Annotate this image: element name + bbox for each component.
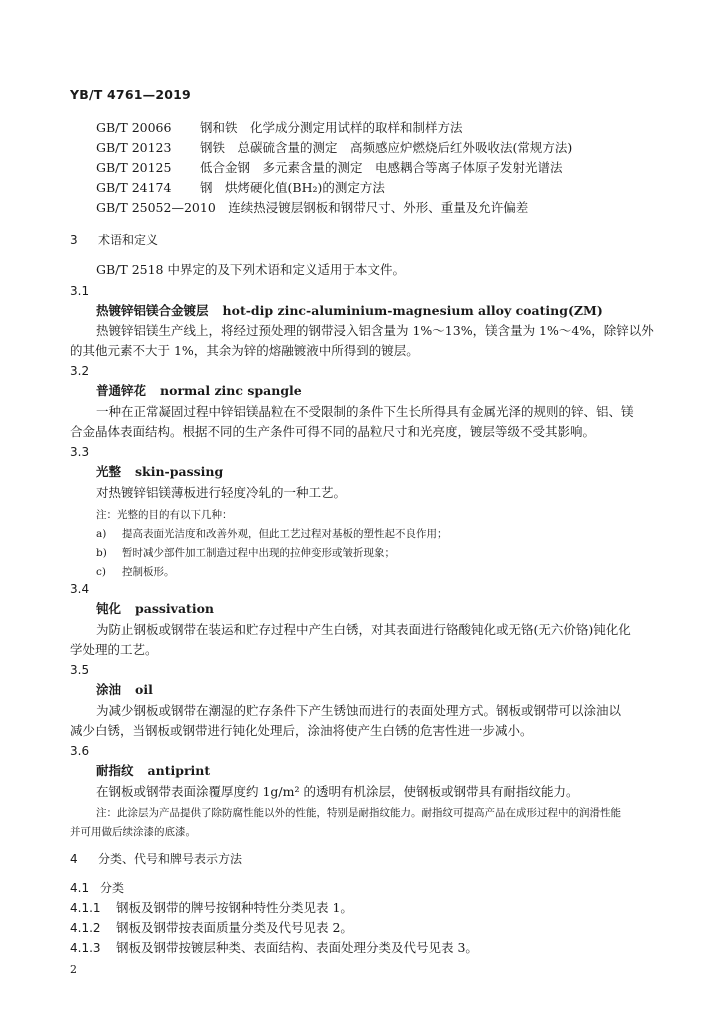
clause-number: 4.1.1: [70, 901, 101, 915]
definition-line: 为减少钢板或钢带在潮湿的贮存条件下产生锈蚀而进行的表面处理方式。钢板或钢带可以涂油以: [96, 703, 622, 718]
reference-line: [96, 180, 656, 196]
term-english: oil: [135, 682, 153, 697]
page-number: 2: [70, 963, 77, 976]
list-item-text: 提高表面光洁度和改善外观，但此工艺过程对基板的塑性起不良作用；: [122, 528, 448, 540]
note: [96, 805, 656, 821]
clause-number-3-5: 3.5: [70, 663, 90, 677]
term-english: normal zinc spangle: [160, 383, 302, 398]
clause-4-1-1: [70, 900, 656, 916]
reference-title: 连续热浸镀层钢板和钢带尺寸、外形、重量及允许偏差: [228, 200, 529, 215]
list-marker: a): [96, 528, 107, 540]
reference-title: 低合金钢 多元素含量的测定 电感耦合等离子体原子发射光谱法: [200, 160, 563, 175]
term-3-3: [96, 464, 656, 480]
reference-title: 钢 烘烤硬化值(BH₂)的测定方法: [200, 180, 385, 195]
clause-number: 4.1.2: [70, 921, 101, 935]
clause-4-1-3: [70, 940, 656, 956]
section-title: 分类、代号和牌号表示方法: [98, 852, 243, 866]
definition-line: 一种在正常凝固过程中锌铝镁晶粒在不受限制的条件下生长所得具有金属光泽的规则的锌、铝、镁: [96, 404, 634, 419]
clause-number-3-4: 3.4: [70, 582, 90, 596]
reference-title: 钢铁 总碳硫含量的测定 高频感应炉燃烧后红外吸收法(常规方法): [200, 140, 573, 155]
reference-line: [96, 200, 656, 216]
term-chinese: 耐指纹: [96, 763, 134, 778]
clause-title: 分类: [100, 881, 125, 895]
clause-text: 钢板及钢带按表面质量分类及代号见表 2。: [116, 920, 353, 935]
clause-number-3-3: 3.3: [70, 445, 90, 459]
definition-line: 合金晶体表面结构。根据不同的生产条件可得不同的晶粒尺寸和光亮度，镀层等级不受其影响。: [70, 424, 596, 439]
section-title: 术语和定义: [98, 233, 159, 247]
reference-line: [96, 160, 656, 176]
note: [96, 507, 656, 523]
term-3-2: [96, 383, 656, 399]
section-number: 3: [70, 233, 78, 247]
clause-number-3-1: 3.1: [70, 284, 90, 298]
list-item: [96, 545, 656, 561]
definition-line: 对热镀锌铝镁薄板进行轻度冷轧的一种工艺。: [96, 485, 347, 500]
term-english: skin-passing: [135, 464, 224, 479]
term-chinese: 热镀锌铝镁合金镀层: [96, 303, 209, 318]
reference-code: GB/T 20125: [96, 160, 172, 175]
reference-line: [96, 120, 656, 136]
term-chinese: 光整: [96, 464, 122, 479]
term-3-5: [96, 682, 656, 698]
reference-title: 钢和铁 化学成分测定用试样的取样和制样方法: [200, 120, 463, 135]
section-number: 4: [70, 852, 78, 866]
section-heading-4: [70, 851, 656, 867]
clause-number-3-2: 3.2: [70, 364, 90, 378]
clause-4-1: [70, 880, 656, 896]
term-chinese: 涂油: [96, 682, 122, 697]
document-code-header: YB/T 4761—2019: [70, 87, 191, 102]
note-label: 注：: [96, 807, 117, 819]
term-english: hot-dip zinc-aluminium-magnesium alloy coating(ZM): [222, 303, 603, 318]
definition-line: 的其他元素不大于 1%，其余为锌的熔融镀液中所得到的镀层。: [70, 343, 419, 358]
reference-line: [96, 140, 656, 156]
reference-code: GB/T 24174: [96, 180, 172, 195]
definition-line: 减少白锈，当钢板或钢带进行钝化处理后，涂油将使产生白锈的危害性进一步减小。: [70, 723, 533, 738]
note-text: 光整的目的有以下几种：: [117, 509, 233, 521]
reference-code: GB/T 25052—2010: [96, 200, 216, 215]
section-heading-3: [70, 232, 656, 248]
note-label: 注：: [96, 509, 117, 521]
definition-line: 为防止钢板或钢带在装运和贮存过程中产生白锈，对其表面进行铬酸钝化或无铬(无六价铬)钝化化: [96, 622, 631, 637]
list-marker: b): [96, 547, 107, 559]
clause-number-3-6: 3.6: [70, 744, 90, 758]
definition-line: 热镀锌铝镁生产线上，将经过预处理的钢带浸入铝含量为 1%～13%，镁含量为 1%～4%，除锌以外: [96, 323, 654, 338]
term-3-6: [96, 763, 656, 779]
term-english: passivation: [135, 601, 214, 616]
clause-text: 钢板及钢带按镀层种类、表面结构、表面处理分类及代号见表 3。: [116, 940, 478, 955]
clause-4-1-2: [70, 920, 656, 936]
term-3-1: [96, 303, 656, 319]
term-chinese: 普通锌花: [96, 383, 147, 398]
definition-line: 在钢板或钢带表面涂覆厚度约 1g/m² 的透明有机涂层，使钢板或钢带具有耐指纹能力。: [96, 784, 579, 799]
list-item: [96, 526, 656, 542]
clause-number: 4.1: [70, 881, 90, 895]
note-continuation: 并可用做后续涂漆的底漆。: [70, 826, 196, 838]
list-item-text: 控制板形。: [122, 566, 175, 578]
definition-line: 学处理的工艺。: [70, 642, 158, 657]
term-english: antiprint: [147, 763, 211, 778]
note-text: 此涂层为产品提供了除防腐性能以外的性能，特别是耐指纹能力。耐指纹可提高产品在成形过程中的润滑性能: [117, 807, 621, 819]
list-marker: c): [96, 566, 106, 578]
reference-code: GB/T 20066: [96, 120, 172, 135]
list-item: [96, 564, 656, 580]
section-intro: GB/T 2518 中界定的及下列术语和定义适用于本文件。: [96, 262, 405, 277]
term-3-4: [96, 601, 656, 617]
clause-text: 钢板及钢带的牌号按钢种特性分类见表 1。: [116, 900, 353, 915]
list-item-text: 暂时减少部件加工制造过程中出现的拉伸变形或皱折现象；: [122, 547, 395, 559]
term-chinese: 钝化: [96, 601, 122, 616]
reference-code: GB/T 20123: [96, 140, 172, 155]
clause-number: 4.1.3: [70, 941, 101, 955]
